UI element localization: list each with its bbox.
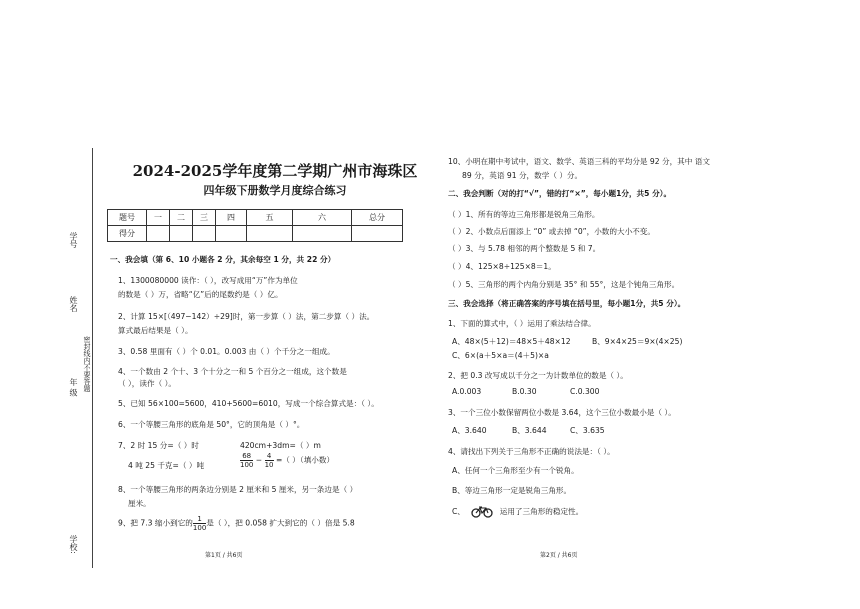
section-3-heading: 三、我会选择（将正确答案的序号填在括号里，每小题1分，共5 分）。 [448, 299, 686, 308]
choice-4-option-a: A、任何一个三角形至少有一个锐角。 [452, 466, 579, 475]
exam-subtitle: 四年级下册数学月度综合练习 [203, 184, 347, 197]
choice-3-option-b: B、3.644 [512, 426, 547, 435]
student-id-label: 学号 [69, 232, 78, 248]
score-header-cell: 四 [216, 210, 247, 226]
seal-line-notice: 密封线内不要答题 [83, 336, 91, 392]
question-1-line-1: 1、1300080000 读作：（ ），改写成用“万”作为单位 [118, 276, 298, 285]
exam-title: 2024-2025学年度第二学期广州市海珠区 [132, 162, 418, 180]
choice-2-option-a: A.0.003 [452, 387, 482, 396]
question-4-line-1: 4、一个数由 2 个十、3 个十分之一和 5 个百分之一组成，这个数是 [118, 367, 347, 376]
question-2-line-2: 算式最后结果是（ ）。 [118, 326, 193, 335]
choice-1-option-b: B、9×4×25＝9×(4×25) [592, 337, 683, 346]
judgement-3: （ ）3、与 5.78 相邻的两个整数是 5 和 7。 [448, 244, 601, 253]
question-2-line-1: 2、计算 15×[（497−142）÷29]时，第一步算（ ）法，第二步算（ ）法。 [118, 312, 375, 321]
question-7-part-3: 4 吨 25 千克=（ ）吨 [128, 461, 205, 470]
question-9: 9、把 7.3 缩小到它的 $\frac{1}{100}$ 是（ ），把 0.058 扩大到它的（ ）倍是 5.8 [118, 515, 355, 532]
judgement-2: （ ）2、小数点后面添上 “0” 或去掉 “0”，小数的大小不变。 [448, 227, 655, 236]
question-10-line-2: 89 分，英语 91 分，数学（ ）分。 [462, 171, 583, 180]
score-header-cell: 一 [147, 210, 170, 226]
page-2-footer: 第2页 / 共6页 [540, 552, 578, 559]
binding-margin [62, 150, 102, 570]
choice-question-1: 1、下面的算式中，（ ）运用了乘法结合律。 [448, 319, 596, 328]
question-8-line-2: 厘米。 [128, 499, 151, 508]
section-1-heading: 一、我会填（第 6、10 小题各 2 分，其余每空 1 分，共 22 分） [110, 255, 336, 264]
question-6: 6、一个等腰三角形的底角是 50°，它的顶角是（ ）°。 [118, 420, 305, 429]
score-header-cell: 五 [247, 210, 293, 226]
fraction-68-over-100: $\frac{68}{100}$ [240, 452, 254, 469]
question-7-part-1: 7、2 时 15 分=（ ）时 [118, 441, 199, 450]
question-8-line-1: 8、一个等腰三角形的两条边分别是 2 厘米和 5 厘米，另一条边是（ ） [118, 485, 358, 494]
seal-line [92, 148, 93, 568]
choice-1-option-a: A、48×(5＋12)＝48×5＋48×12 [452, 337, 571, 346]
judgement-1: （ ）1、所有的等边三角形都是锐角三角形。 [448, 210, 600, 219]
score-cell[interactable] [170, 226, 193, 242]
fraction-4-over-10: $\frac{4}{10}$ [264, 452, 274, 469]
choice-3-option-a: A、3.640 [452, 426, 487, 435]
score-header-cell: 总分 [352, 210, 403, 226]
score-cell[interactable] [352, 226, 403, 242]
name-label: 姓名 [69, 296, 78, 312]
score-cell[interactable] [247, 226, 293, 242]
question-5: 5、已知 56×100=5600，410+5600=6010，写成一个综合算式是：（ ）。 [118, 399, 379, 408]
page-1-footer: 第1页 / 共6页 [205, 552, 243, 559]
question-3: 3、0.58 里面有（ ）个 0.01。0.003 由（ ）个千分之一组成。 [118, 347, 335, 356]
score-header-cell: 六 [293, 210, 352, 226]
score-header-cell: 题号 [108, 210, 147, 226]
score-table [107, 209, 403, 242]
score-cell[interactable] [293, 226, 352, 242]
choice-question-3: 3、一个三位小数保留两位小数是 3.64，这个三位小数最小是（ ）。 [448, 408, 676, 417]
bicycle-icon [471, 506, 493, 518]
choice-question-4: 4、请找出下列关于三角形不正确的说法是：（ ）。 [448, 447, 615, 456]
choice-2-option-b: B.0.30 [512, 387, 537, 396]
score-row-label: 得分 [108, 226, 147, 242]
school-label: 学校: [69, 535, 78, 554]
score-cell[interactable] [147, 226, 170, 242]
score-table-score-row [108, 226, 403, 242]
choice-question-2: 2、把 0.3 改写成以千分之一为计数单位的数是（ ）。 [448, 371, 628, 380]
question-1-line-2: 的数是（ ）万，省略“亿”后的尾数约是（ ）亿。 [118, 290, 283, 299]
choice-2-option-c: C.0.300 [570, 387, 600, 396]
choice-4-option-c: C、 运用了三角形的稳定性。 [452, 507, 584, 516]
question-4-line-2: （ ），读作（ ）。 [118, 379, 176, 388]
section-2-heading: 二、我会判断（对的打“√”，错的打“×”，每小题1分，共5 分）。 [448, 189, 672, 198]
choice-3-option-c: C、3.635 [570, 426, 605, 435]
choice-4-option-b: B、等边三角形一定是锐角三角形。 [452, 486, 572, 495]
choice-1-option-c: C、6×(a＋5×a＝(4＋5)×a [452, 351, 549, 360]
grade-class-label: 年 级 [69, 378, 78, 397]
judgement-4: （ ）4、125×8÷125×8＝1。 [448, 262, 556, 271]
score-header-cell: 三 [193, 210, 216, 226]
score-header-cell: 二 [170, 210, 193, 226]
fraction-1-over-100: $\frac{1}{100}$ [192, 515, 207, 532]
score-table-header-row [108, 210, 403, 226]
question-7-part-2: 420cm+3dm=（ ）m [240, 441, 321, 450]
score-cell[interactable] [216, 226, 247, 242]
judgement-5: （ ）5、三角形的两个内角分别是 35° 和 55°，这是个钝角三角形。 [448, 280, 680, 289]
question-10-line-1: 10、小明在期中考试中，语文、数学、英语三科的平均分是 92 分，其中 语文 [448, 157, 710, 166]
score-cell[interactable] [193, 226, 216, 242]
question-7-fraction-expression: $\frac{68}{100}$ − $\frac{4}{10}$ =（ ）（填小数） [240, 452, 335, 469]
